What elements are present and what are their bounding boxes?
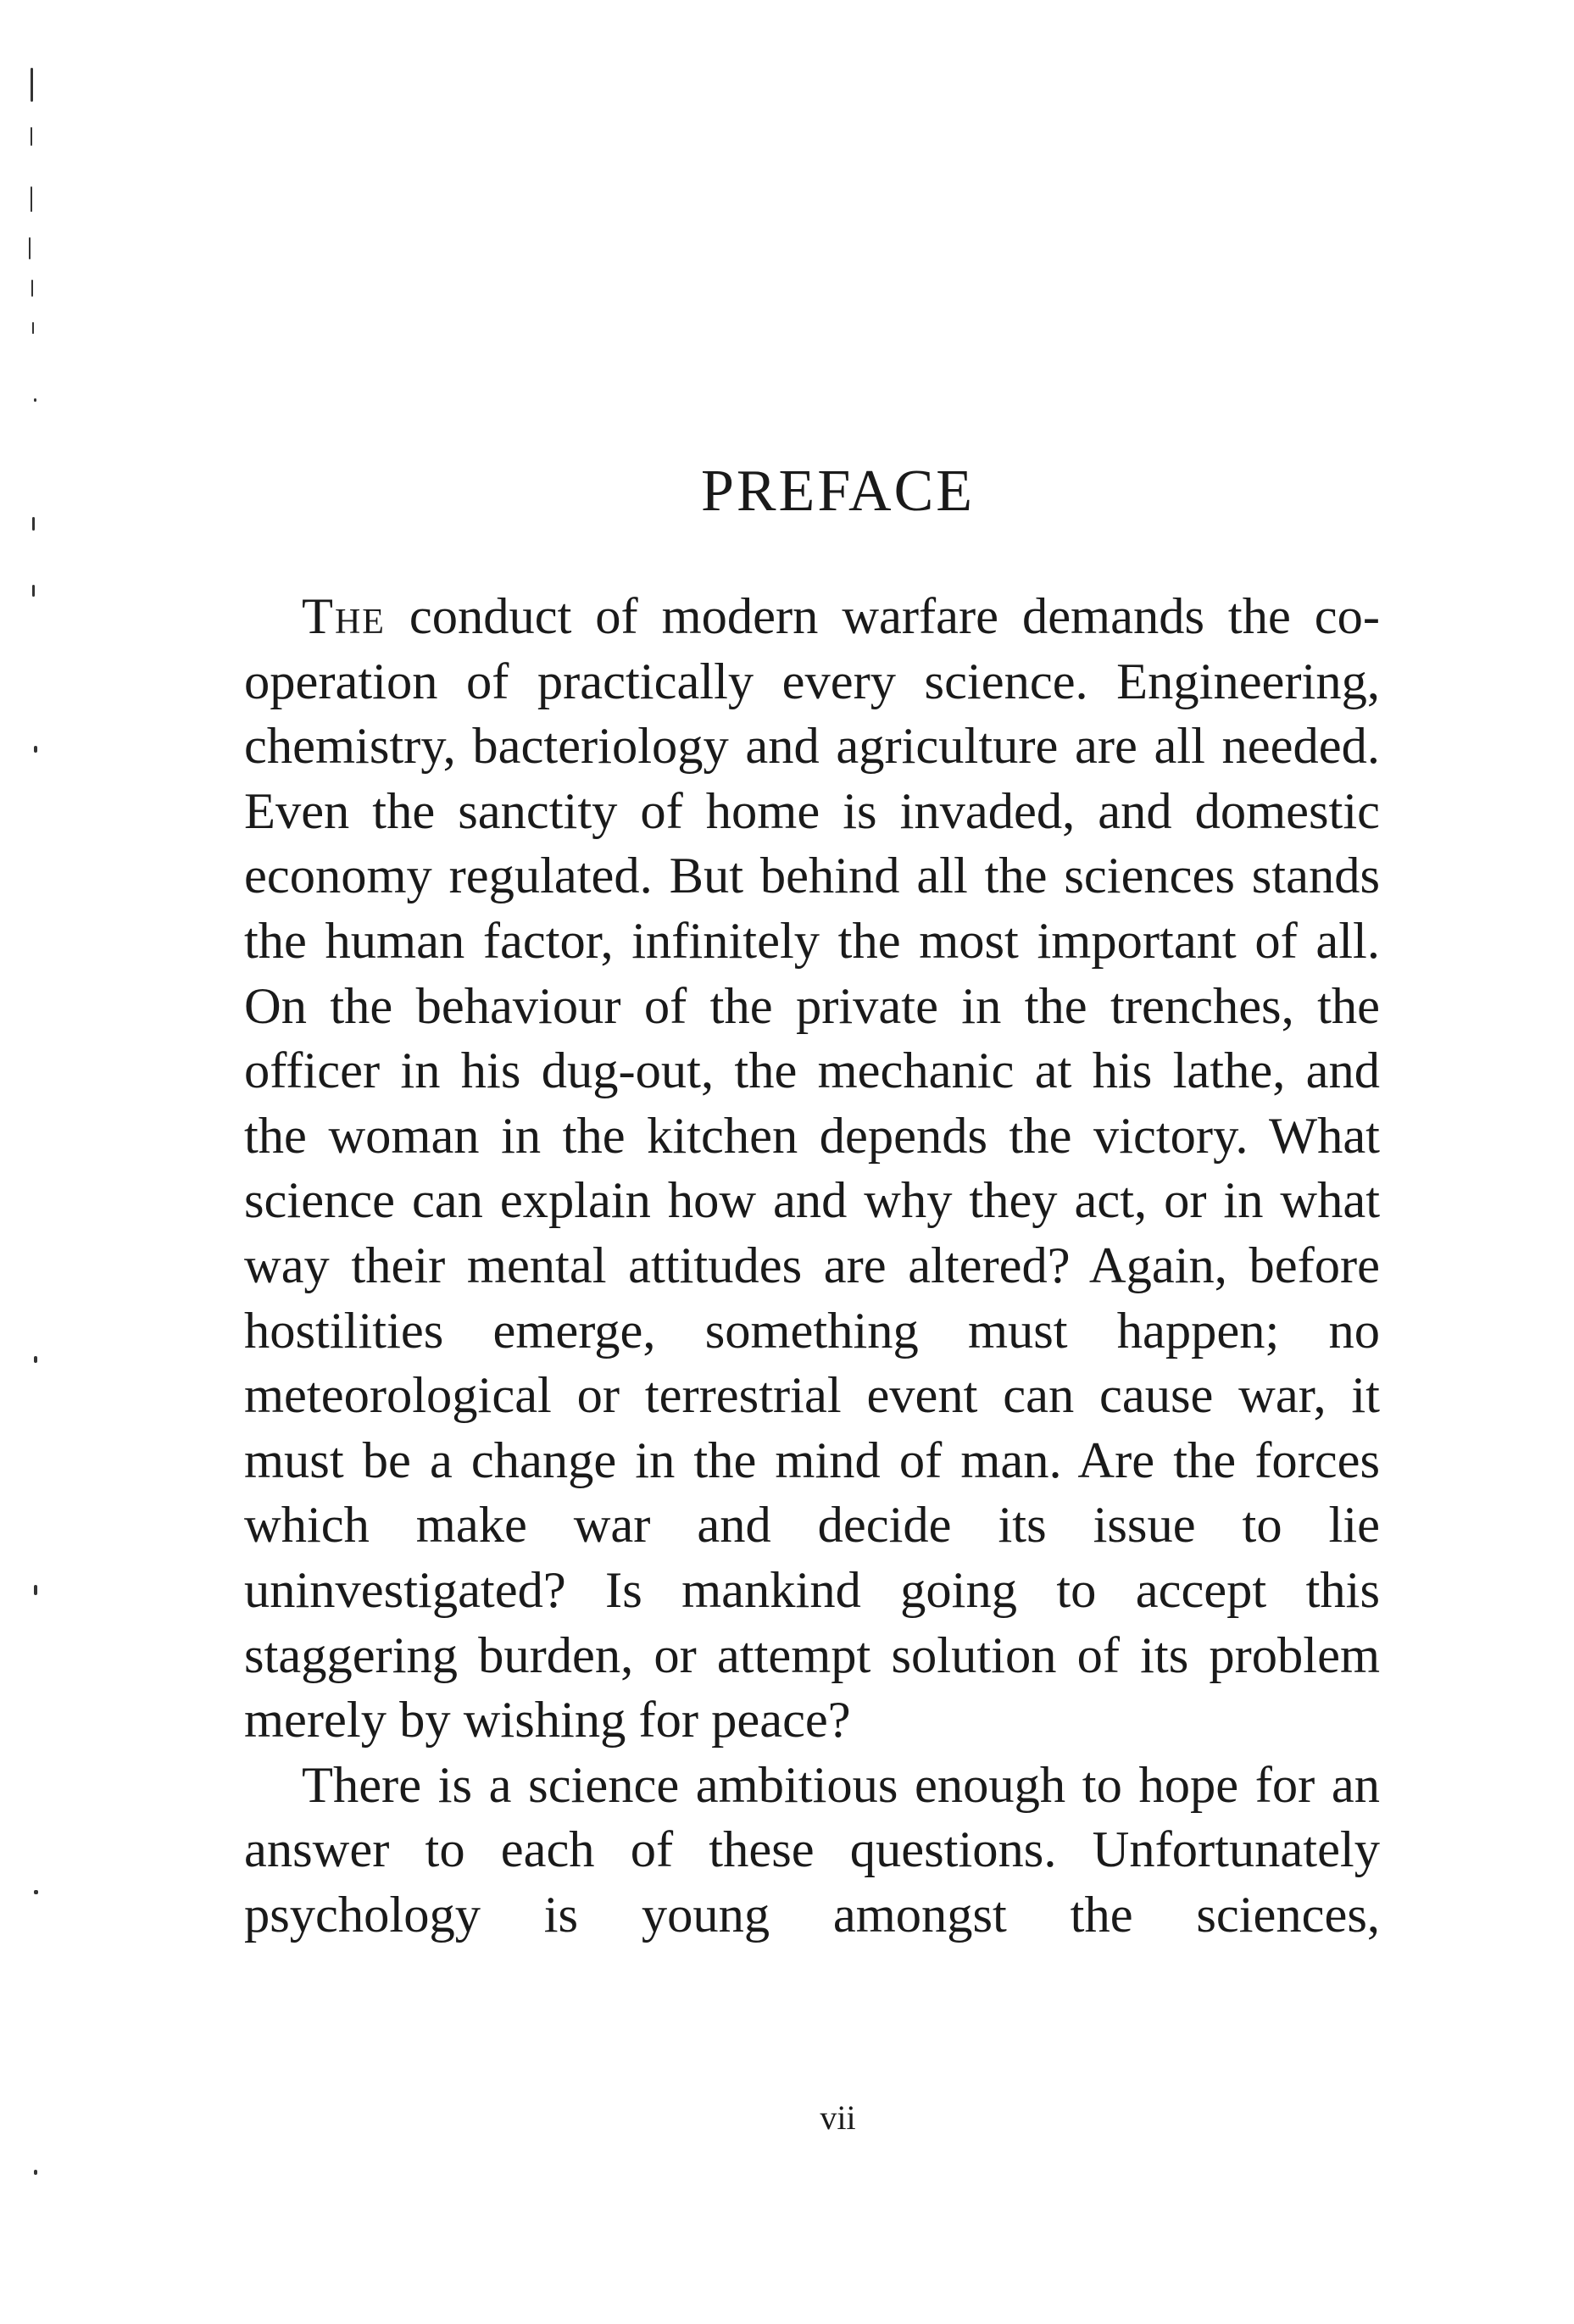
- paragraph-text: conduct of modern warfare demands the co-operation of practically every science. Engineering, chemistry, bacteriology and agriculture are all needed. Even the sanctity of home is invaded, and domestic economy regulated. But behind all the sciences stands the human factor, infinitely the most important of all. On the behaviour of the private in the trenches, the officer in his dug-out, the mechanic at his lathe, and the woman in the kitchen depends the victory. What science can explain how and why they act, or in what way their mental attitudes are altered? Again, before hostilities emerge, something must happen; no meteorological or terrestrial event can cause war, it must be a change in the mind of man. Are the forces which make war and decide its issue to lie uninvestigated? Is mankind going to accept this staggering burden, or attempt solution of its problem merely by wishing for peace?: [244, 588, 1380, 1749]
- paragraph-1: [244, 585, 1380, 1754]
- paragraph-text: There is a science ambitious enough to hope for an answer to each of these questions. Unfortunately psychology is young amongst the sciences,: [244, 1756, 1380, 1943]
- page-title: PREFACE: [700, 459, 976, 524]
- margin-scan-marks: [19, 59, 44, 2263]
- preface-body: [244, 585, 1380, 1948]
- paragraph-lead: The: [302, 588, 386, 645]
- paragraph-2: [244, 1754, 1380, 1949]
- page-number: vii: [820, 2099, 856, 2137]
